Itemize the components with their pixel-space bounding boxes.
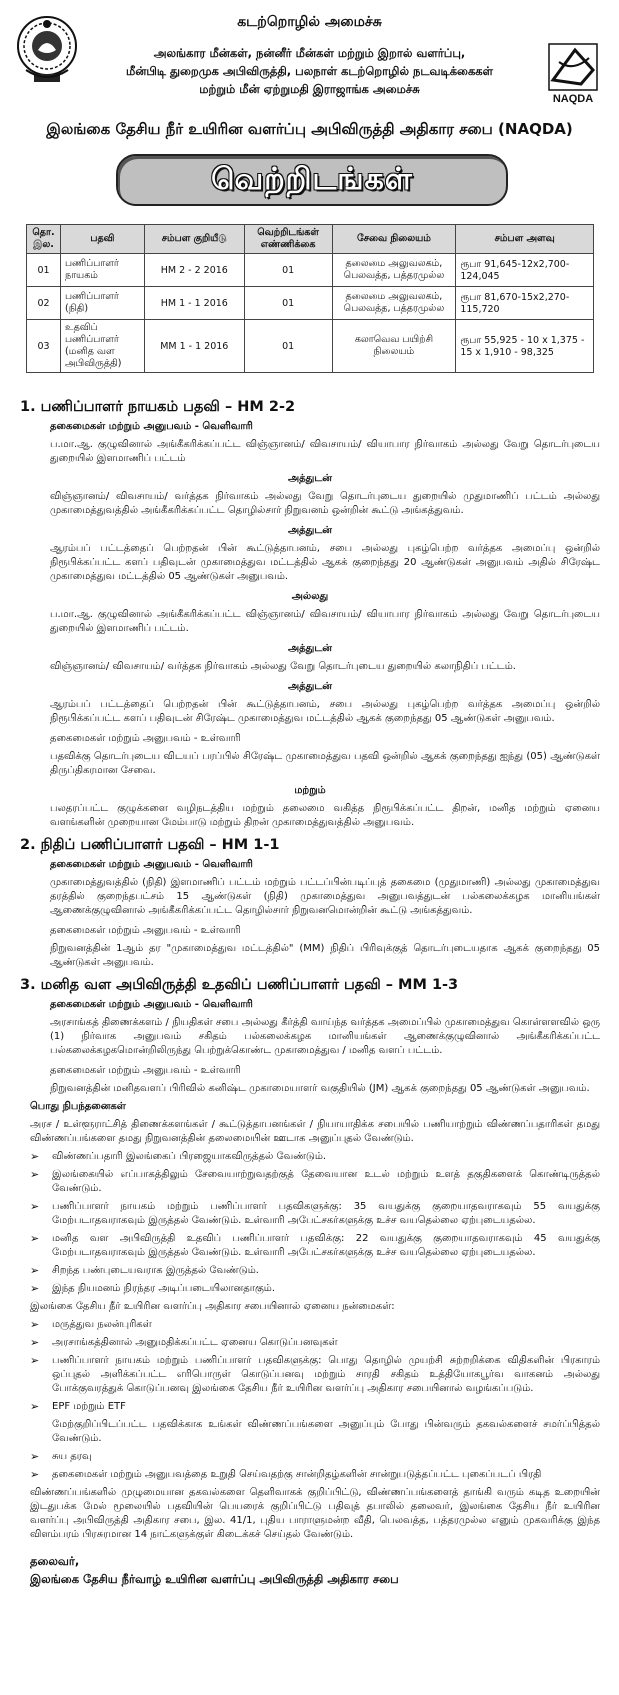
- documents-list: [20, 1450, 600, 1482]
- col-header-vacancy-count: வெற்றிடங்கள் எண்ணிக்கை: [244, 225, 332, 254]
- s2-paragraph: முகாமைத்துவத்தில் (நிதி) இளமாணிப் பட்டம் மற்றும் பட்டப்பின்படிப்புத் தகைமை (முதுமாணி) அல்லது முகாமைத்துவ தரத்தில் குறைந்தபட்சம் 15 ஆண்டுகள் (நிதி) முகாமைத்துவ அனுபவத்துடன் பல்கலைக்கழக மானியங்கள் ஆணைக்குழுவினால் அங்கீகரிக்கப்பட்ட தொழில்சார் நிறுவனமொன்றின் கூட்டு அங்கத்துவம்.: [50, 877, 600, 916]
- s1-external-qualifications-heading: தகைமைகள் மற்றும் அனுபவம் - வெளிவாரி: [50, 421, 253, 432]
- authority-title: இலங்கை தேசிய நீர் உயிரின வளர்ப்பு அபிவிருத்தி அதிகார சபை (NAQDA): [46, 120, 573, 138]
- list-item: ➢ பணிப்பாளர் நாயகம் மற்றும் பணிப்பாளர் பதவிகளுக்கு: 35 வயதுக்கு குறையாதவராகவும் 55 வயதுக்கு மேற்படாதவராகவும் இருத்தல் வேண்டும். உள்வாரி அபேட்சகர்களுக்கு உச்ச வயதெல்லை ஏற்புடையதல்ல.: [30, 1200, 600, 1228]
- naqda-logo-text: NAQDA: [552, 93, 594, 105]
- section-2-title: 2. நிதிப் பணிப்பாளர் பதவி – HM 1-1: [20, 837, 280, 853]
- s1-and: அத்துடன்: [288, 681, 332, 692]
- table-header-row: [27, 225, 594, 254]
- s2-paragraph: நிறுவனத்தின் 1ஆம் தர "முகாமைத்துவ மட்டத்தில்" (MM) நிதிப் பிரிவுக்குத் தொடர்புடையதாக ஆகக் குறைந்தது 05 ஆண்டுகள் அனுபவம்.: [50, 943, 600, 968]
- cell-no: 02: [27, 287, 61, 320]
- table-row: [27, 254, 594, 287]
- col-header-station: சேவை நிலையம்: [332, 225, 456, 254]
- col-header-salary-code: சம்பள குறியீடு: [144, 225, 244, 254]
- cell-code: HM 2 - 2 2016: [144, 254, 244, 287]
- s1-paragraph: ப.மா.ஆ. குழுவினால் அங்கீகரிக்கப்பட்ட விஞ்ஞானம்/ விவசாயம்/ வியாபார நிர்வாகம் அல்லது வேறு தொடர்புடைய துறையில் இளமாணிப் பட்டம்: [50, 439, 600, 464]
- s3-external-qualifications-heading: தகைமைகள் மற்றும் அனுபவம் - வெளிவாரி: [50, 999, 253, 1010]
- col-header-no: தொ. இல.: [27, 225, 61, 254]
- ministry-line-4: மற்றும் மீன் ஏற்றுமதி இராஜாங்க அமைச்சு: [199, 82, 420, 96]
- s2-external-qualifications-heading: தகைமைகள் மற்றும் அனுபவம் - வெளிவாரி: [50, 859, 253, 870]
- list-item: ➢ மருத்துவ நலன்புரிகள்: [30, 1318, 600, 1332]
- ministry-line-3: மீன்பிடி துறைமுக அபிவிருத்தி, பலநாள் கடற்றொழில் நடவடிக்கைகள்: [125, 64, 494, 78]
- s1-paragraph: ப.மா.ஆ. குழுவினால் அங்கீகரிக்கப்பட்ட விஞ்ஞானம்/ விவசாயம்/ வியாபார நிர்வாகம் அல்லது வேறு தொடர்புடைய துறையில் இளமாணிப் பட்டம்.: [50, 609, 600, 634]
- cell-post: பணிப்பாளர் (நிதி): [60, 287, 144, 320]
- list-item: ➢ சிறந்த பண்புடையவராக இருத்தல் வேண்டும்.: [30, 1264, 600, 1278]
- col-header-post: பதவி: [60, 225, 144, 254]
- naqda-logo: [545, 40, 601, 108]
- benefits-list: [20, 1318, 600, 1414]
- benefits-intro: இலங்கை தேசிய நீர் உயிரின வளர்ப்பு அதிகார சபையினால் ஏனைய நன்மைகள்:: [30, 1301, 395, 1312]
- cell-salary: ரூபா 91,645-12x2,700-124,045: [456, 254, 594, 287]
- general-intro: அரச / உள்ளூராட்சித் திணைக்களங்கள் / கூட்டுத்தாபனங்கள் / நியாயாதிக்க சபையில் பணியாற்றும் விண்ணப்பதாரிகள் தமது விண்ணப்பங்களை தமது நிறுவனத்தின் தலைமையின் ஊடாக அனுப்புதல் வேண்டும்.: [30, 1119, 600, 1144]
- cell-no: 01: [27, 254, 61, 287]
- vacancies-table: [26, 224, 594, 373]
- cell-code: HM 1 - 1 2016: [144, 287, 244, 320]
- signature: [30, 1552, 600, 1588]
- signature-title: தலைவர்,: [30, 1554, 80, 1568]
- after-benefits: மேற்குறிப்பிடப்பட்ட பதவிக்காக உங்கள் விண்ணப்பங்களை அனுப்பும் போது பின்வரும் தகவல்களைச் சமர்ப்பித்தல் வேண்டும்.: [52, 1419, 600, 1444]
- ministry-title: கடற்றொழில் அமைச்சு: [237, 14, 382, 30]
- list-item: ➢ அரசாங்கத்தினால் அனுமதிக்கப்பட்ட ஏனைய கொடுப்பனவுகள்: [30, 1336, 600, 1350]
- s3-paragraph: நிறுவனத்தின் மனிதவளப் பிரிவில் கனிஷ்ட முகாமையாளர் வகுதியில் (JM) ஆகக் குறைந்தது 05 ஆண்டுகள் அனுபவம்.: [50, 1083, 590, 1094]
- section-3-title: 3. மனித வள அபிவிருத்தி உதவிப் பணிப்பாளர் பதவி – MM 1-3: [20, 977, 459, 993]
- cell-post: உதவிப் பணிப்பாளர் (மனித வள அபிவிருத்தி): [60, 320, 144, 373]
- s1-paragraph: பதவிக்கு தொடர்புடைய விடயப் பரப்பில் சிரேஷ்ட முகாமைத்துவ பதவி ஒன்றில் ஆகக் குறைந்தது ஐந்து (05) ஆண்டுகள் திருப்திகரமான சேவை.: [50, 751, 600, 776]
- list-item: ➢ தகைமைகள் மற்றும் அனுபவத்தை உறுதி செய்வதற்கு சான்றிதழ்களின் சான்றுபடுத்தப்பட்ட புகைப்படப் பிரதி: [30, 1468, 600, 1482]
- s3-internal-qualifications-heading: தகைமைகள் மற்றும் அனுபவம் - உள்வாரி: [50, 1065, 241, 1076]
- list-item: ➢ விண்ணப்பதாரி இலங்கைப் பிரஜையாகவிருத்தல் வேண்டும்.: [30, 1150, 600, 1164]
- signature-organization: இலங்கை தேசிய நீர்வாழ் உயிரின வளர்ப்பு அபிவிருத்தி அதிகார சபை: [30, 1572, 399, 1586]
- s1-and: அத்துடன்: [288, 473, 332, 484]
- header: [0, 0, 619, 150]
- list-item: ➢ EPF மற்றும் ETF: [30, 1400, 600, 1414]
- s2-internal-qualifications-heading: தகைமைகள் மற்றும் அனுபவம் - உள்வாரி: [50, 925, 241, 936]
- s1-and: மற்றும்: [294, 785, 326, 796]
- list-item: ➢ பணிப்பாளர் நாயகம் மற்றும் பணிப்பாளர் பதவிகளுக்கு: பொது தொழில் முயற்சி சுற்றறிக்கை விதிகளின் பிரகாரம் ஒப்புதல் அளிக்கப்பட்ட எரிபொருள் கொடுப்பனவு மற்றும் சாரதி சகிதம் உத்தியோகபூர்வ வாகனம் அல்லது போக்குவரத்துக் கொடுப்பனவு இலங்கை தேசிய நீர் உயிரின வளர்ப்பு அதிகார சபையினால் வழங்கப்படும்.: [30, 1354, 600, 1396]
- cell-salary: ரூபா 81,670-15x2,270-115,720: [456, 287, 594, 320]
- vacancies-banner-text: வெற்றிடங்கள்: [211, 162, 413, 197]
- s1-and: அத்துடன்: [288, 525, 332, 536]
- list-item: ➢ இலங்கையில் எப்பாகத்திலும் சேவையாற்றுவதற்குத் தேவையான உடல் மற்றும் உளத் தகுதிகளைக் கொண்டிருத்தல் வேண்டும்.: [30, 1168, 600, 1196]
- s1-paragraph: ஆரம்பப் பட்டத்தைப் பெற்றதன் பின் கூட்டுத்தாபனம், சபை அல்லது புகழ்பெற்ற வர்த்தக அமைப்பு ஒன்றில் நிரூபிக்கப்பட்ட களப் பதிவுடன் முகாமைத்துவ மட்டத்தில் ஆகக் குறைந்தது 20 ஆண்டுகள் அனுபவம் அதில் சிரேஷ்ட முகாமைத்துவ மட்டத்தில் 05 ஆண்டுகள் அனுபவம்.: [50, 543, 600, 582]
- section-1-title: 1. பணிப்பாளர் நாயகம் பதவி – HM 2-2: [20, 399, 296, 415]
- closing-paragraph: விண்ணப்பங்களில் முழுமையான தகவல்களை தெளிவாகக் குறிப்பிட்டு, விண்ணப்பங்களைத் தாங்கி வரும் கடித உறையின் இடதுபக்க மேல் மூலையில் பதவியின் பெயரைக் குறிப்பிட்டு பதிவுத் தபாலில் தலைவர், இலங்கை தேசிய நீர் உயிரின வளர்ப்பு அபிவிருத்தி அதிகார சபை, இல. 41/1, புதிய பாராளுமன்ற வீதி, பெலவத்த, பத்தரமுல்ல எனும் முகவரிக்கு இந்த விளம்பரம் பிரசுரமான 14 நாட்களுக்குள் கிடைக்கச் செய்தல் வேண்டும்.: [30, 1487, 600, 1540]
- list-item: ➢ சுய தரவு: [30, 1450, 600, 1464]
- list-item: ➢ இந்த நியமனம் நிரந்தர அடிப்படையிலானதாகும்.: [30, 1282, 600, 1296]
- list-item: ➢ மனித வள அபிவிருத்தி உதவிப் பணிப்பாளர் பதவிக்கு: 22 வயதுக்கு குறையாதவராகவும் 45 வயதுக்கு மேற்படாதவராகவும் இருத்தல் வேண்டும். உள்வாரி அபேட்சகர்களுக்கு உச்ச வயதெல்லை ஏற்புடையதல்ல.: [30, 1232, 600, 1260]
- s1-internal-qualifications-heading: தகைமைகள் மற்றும் அனுபவம் - உள்வாரி: [50, 733, 241, 744]
- sri-lanka-emblem-icon: [16, 12, 78, 88]
- cell-station: கலாவெவ பயிற்சி நிலையம்: [332, 320, 456, 373]
- s1-paragraph: விஞ்ஞானம்/ விவசாயம்/ வர்த்தக நிர்வாகம் அல்லது வேறு தொடர்புடைய துறையில் கலாநிதிப் பட்டம்.: [50, 661, 516, 672]
- col-header-salary-scale: சம்பள அளவு: [456, 225, 594, 254]
- cell-salary: ரூபா 55,925 - 10 x 1,375 - 15 x 1,910 - 98,325: [456, 320, 594, 373]
- s1-paragraph: விஞ்ஞானம்/ விவசாயம்/ வர்த்தக நிர்வாகம் அல்லது வேறு தொடர்புடைய துறையில் முதுமாணிப் பட்டம் அல்லது முகாமைத்துவத்தில் அங்கீகரிக்கப்பட்ட தொழில்சார் நிறுவனம் ஒன்றின் கூட்டு அங்கத்துவம்.: [50, 491, 600, 516]
- general-conditions-list: [20, 1150, 600, 1296]
- cell-station: தலைமை அலுவலகம், பெலவத்த, பத்தரமுல்ல: [332, 287, 456, 320]
- cell-count: 01: [244, 287, 332, 320]
- s1-paragraph: பலதரப்பட்ட குழுக்களை வழிநடத்திய மற்றும் தலைமை வகித்த நிரூபிக்கப்பட்ட திறன், மனித மற்றும் ஏனைய வளங்களின் முறையான மேம்பாடு மற்றும் திறன் முகாமைத்துவத்தில் அனுபவம்.: [50, 803, 600, 828]
- s1-and: அத்துடன்: [288, 643, 332, 654]
- vacancies-banner: [116, 154, 508, 206]
- table-row: [27, 320, 594, 373]
- cell-no: 03: [27, 320, 61, 373]
- cell-count: 01: [244, 254, 332, 287]
- cell-station: தலைமை அலுவலகம், பெலவத்த, பத்தரமுல்ல: [332, 254, 456, 287]
- cell-code: MM 1 - 1 2016: [144, 320, 244, 373]
- general-conditions-title: பொது நிபந்தனைகள்: [30, 1101, 126, 1112]
- s1-or: அல்லது: [291, 591, 329, 602]
- advertisement-body: [20, 400, 600, 1588]
- ministry-line-2: அலங்கார மீன்கள், நன்னீர் மீன்கள் மற்றும் இறால் வளர்ப்பு,: [153, 46, 466, 60]
- cell-count: 01: [244, 320, 332, 373]
- s1-paragraph: ஆரம்பப் பட்டத்தைப் பெற்றதன் பின் கூட்டுத்தாபனம், சபை அல்லது புகழ்பெற்ற வர்த்தக அமைப்பு ஒன்றில் நிரூபிக்கப்பட்ட களப் பதிவுடன் சிரேஷ்ட முகாமைத்துவ மட்டத்தில் ஆகக் குறைந்தது 05 ஆண்டுகள் அனுபவம்.: [50, 699, 600, 724]
- cell-post: பணிப்பாளர் நாயகம்: [60, 254, 144, 287]
- table-row: [27, 287, 594, 320]
- s3-paragraph: அரசாங்கத் திணைக்களம் / நியதிகள் சபை அல்லது கீர்த்தி வாய்ந்த வர்த்தக அமைப்பில் முகாமைத்துவ கொள்ளளவில் ஒரு (1) நிர்வாக அனுபவம் சகிதம் பல்கலைக்கழக மானியங்கள் ஆணைக்குழுவினால் அங்கீகரிக்கப்பட்ட பல்கலைக்கழகமொன்றிலிருந்து பெற்றுக்கொண்ட முகாமைத்துவ / மனித வளப் பட்டம்.: [50, 1017, 600, 1056]
